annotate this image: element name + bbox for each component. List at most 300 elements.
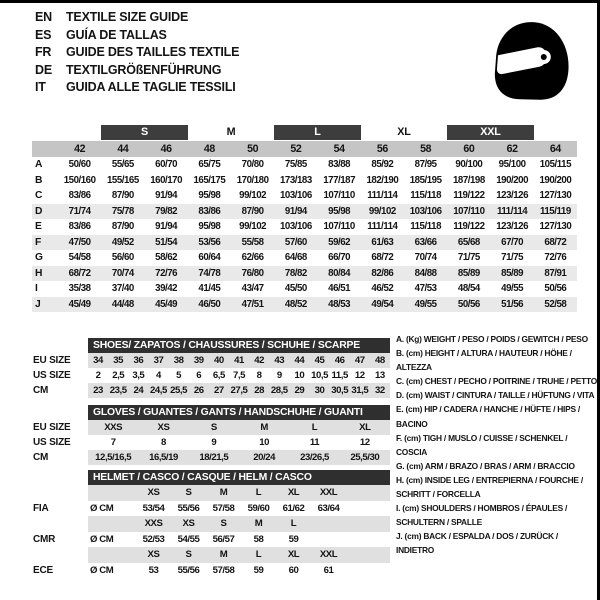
measurement-value: 185/195 <box>409 174 442 186</box>
size-value: 24 <box>133 385 144 396</box>
size-value: 57/58 <box>212 564 235 576</box>
header-spacer <box>32 141 58 157</box>
row-label: ECE <box>33 564 53 576</box>
size-value: L <box>255 487 262 498</box>
measurement-value: 87/90 <box>111 221 134 232</box>
row-values <box>88 383 390 398</box>
row-label: US SIZE <box>33 370 71 381</box>
measurement-value: 45/49 <box>155 298 178 310</box>
measurement-value: 47/51 <box>241 298 264 310</box>
legend-item: J. (cm) BACK / ESPALDA / DOS / ZURÜCK / INDIETRO <box>396 531 558 556</box>
measurement-value: 190/200 <box>539 174 572 186</box>
size-value: 57/58 <box>212 502 235 514</box>
size-column-header: 60 <box>463 143 475 155</box>
language-row <box>35 9 239 27</box>
helmet-table-title: HELMET / CASCO / CASQUE / HELM / CASCO <box>88 470 390 485</box>
measurement-value: 61/63 <box>371 236 394 248</box>
measurement-value: 44/48 <box>111 298 134 310</box>
row-label: EU SIZE <box>33 422 71 433</box>
size-column-header: 48 <box>203 143 215 155</box>
measurement-value: 49/54 <box>371 298 394 310</box>
size-value: 23,5 <box>109 385 127 396</box>
gloves-row <box>33 450 390 465</box>
measurement-value: 60/64 <box>198 252 221 263</box>
legend-item: C. (cm) CHEST / PECHO / POITRINE / TRUHE / PETTO <box>396 376 597 387</box>
language-row <box>35 44 239 62</box>
measurement-row-b <box>32 173 577 189</box>
size-column-header: 42 <box>74 143 86 155</box>
measurement-value: 170/180 <box>236 174 269 186</box>
measurement-value: 50/56 <box>457 298 480 310</box>
measurement-value: 37/40 <box>111 283 134 294</box>
measurement-value: 54/58 <box>68 252 91 263</box>
measurement-value: 50/60 <box>68 159 91 170</box>
measurement-value: 123/126 <box>496 190 529 201</box>
measurement-value: 64/68 <box>284 252 307 263</box>
guide-title: GUÍA DE TALLAS <box>66 27 167 42</box>
measurement-value: 87/95 <box>414 159 437 170</box>
measurement-value: 85/92 <box>371 159 394 170</box>
measurement-row-a <box>32 157 577 173</box>
row-values <box>88 420 390 435</box>
size-value: 59 <box>288 533 299 545</box>
size-value: L <box>255 549 262 560</box>
size-value: XL <box>287 549 300 560</box>
row-label: E <box>35 221 42 232</box>
size-column-header: 52 <box>290 143 302 155</box>
measurement-value: 111/114 <box>496 205 528 217</box>
row-label: EU SIZE <box>33 355 71 366</box>
measurement-value: 103/106 <box>409 205 442 217</box>
legend-item: E. (cm) HIP / CADERA / HANCHE / HÜFTE / HIPS / BACINO <box>396 404 580 429</box>
measurement-value: 57/60 <box>284 236 307 248</box>
size-value: 30,5 <box>331 385 349 396</box>
measurement-value: 115/118 <box>410 221 442 232</box>
measurement-value: 70/80 <box>241 159 264 170</box>
size-value: XS <box>147 487 160 498</box>
gloves-row <box>33 420 390 435</box>
size-column-header: 64 <box>549 143 561 155</box>
row-label: CMR <box>33 533 56 545</box>
measurement-value: 87/90 <box>111 190 134 201</box>
measurement-value: 103/106 <box>279 190 312 201</box>
racing-helmet-icon <box>487 15 575 107</box>
row-label: US SIZE <box>33 437 71 448</box>
row-label: CM <box>33 385 49 396</box>
size-value: 8 <box>161 437 166 448</box>
row-label: J <box>35 298 41 310</box>
measurement-value: 70/74 <box>111 267 134 279</box>
row-label: B <box>35 174 43 186</box>
size-column-header: 50 <box>247 143 259 155</box>
measurement-row-d <box>32 204 577 220</box>
size-value: XXL <box>319 549 338 560</box>
size-value: 12 <box>359 437 370 448</box>
measurement-value: 111/114 <box>367 190 398 201</box>
row-values <box>88 501 390 517</box>
size-value: S <box>210 422 217 433</box>
size-value: 56/57 <box>212 533 235 545</box>
guide-title: GUIDA ALLE TAGLIE TESSILI <box>66 80 236 95</box>
measurement-value: 47/53 <box>414 283 437 294</box>
measurement-value: 51/56 <box>501 298 524 310</box>
size-column-header: 56 <box>376 143 388 155</box>
measurement-value: 50/56 <box>544 283 567 294</box>
row-values <box>88 435 390 450</box>
size-value: 2,5 <box>112 370 125 381</box>
size-value: 59 <box>253 564 264 576</box>
measurement-value: 80/84 <box>328 267 351 279</box>
language-code: EN <box>35 10 52 24</box>
measurement-row-f <box>32 235 577 251</box>
measurement-value: 173/183 <box>279 174 312 186</box>
measurement-value: 105/115 <box>539 159 572 170</box>
helmet-row <box>33 485 390 501</box>
measurement-value: 115/118 <box>410 190 442 201</box>
size-value: 12 <box>354 370 365 381</box>
measurement-value: 99/102 <box>368 205 396 217</box>
measurement-value: 123/126 <box>496 221 529 232</box>
measurement-value: 107/110 <box>323 190 355 201</box>
size-value: 16,5/19 <box>149 452 178 463</box>
language-code: DE <box>35 62 52 77</box>
size-value: 55/56 <box>177 502 200 514</box>
measurement-value: 63/66 <box>414 236 437 248</box>
measurement-value: 74/78 <box>198 267 221 279</box>
shoes-row <box>33 353 390 368</box>
language-row <box>35 27 239 45</box>
measurement-row-j <box>32 297 577 313</box>
size-column-header: 62 <box>506 143 518 155</box>
size-value: 5 <box>176 370 182 381</box>
size-value: 23 <box>93 385 103 396</box>
measurement-value: 65/75 <box>198 159 221 170</box>
measurement-value: 95/98 <box>198 221 221 232</box>
size-value: 37 <box>153 355 164 366</box>
measurement-value: 75/78 <box>111 205 134 217</box>
legend-item: G. (cm) ARM / BRAZO / BRAS / ARM / BRACCIO <box>396 460 575 471</box>
row-label: D <box>35 205 43 217</box>
size-value: 43 <box>274 355 285 366</box>
measurement-value: 79/82 <box>155 205 178 217</box>
size-column-header: 58 <box>420 143 432 155</box>
measurement-value: 65/68 <box>457 236 480 248</box>
size-value: XS <box>182 518 195 529</box>
size-value: XS <box>147 549 160 560</box>
measurement-value: 182/190 <box>366 174 399 186</box>
size-value: 7,5 <box>232 370 245 381</box>
title-block <box>35 9 239 97</box>
language-row <box>35 62 239 80</box>
row-label <box>33 547 88 563</box>
measurement-value: 99/102 <box>239 190 267 201</box>
row-label <box>33 485 88 501</box>
size-value: 30 <box>314 385 325 396</box>
legend-item: A. (Kg) WEIGHT / PESO / POIDS / GEWITCH / PESO <box>396 334 588 344</box>
size-value: 11,5 <box>331 370 348 381</box>
size-band-m: M <box>226 126 236 138</box>
measurement-value: 51/54 <box>155 236 178 248</box>
size-value: 36 <box>133 355 144 366</box>
size-value: 42 <box>254 355 265 366</box>
measurement-row-g <box>32 250 577 266</box>
size-value: 35 <box>113 355 124 366</box>
size-value: 8 <box>256 370 262 381</box>
measurement-value: 49/55 <box>501 283 524 294</box>
size-value: 60 <box>288 564 299 576</box>
size-value: L <box>311 422 318 433</box>
size-value: 24,5 <box>150 385 167 396</box>
size-value <box>311 532 346 548</box>
size-value: 9 <box>211 437 217 448</box>
size-value: 48 <box>375 355 385 366</box>
size-value: 63/64 <box>317 502 340 514</box>
row-label: G <box>35 252 44 263</box>
row-values <box>88 368 390 383</box>
size-value: 3,5 <box>132 370 145 381</box>
measurement-value: 48/53 <box>328 298 351 310</box>
shoes-table <box>33 338 390 398</box>
size-value: XXL <box>319 487 338 498</box>
helmet-row-ece <box>33 563 390 579</box>
legend-item: D. (cm) WAIST / CINTURA / TAILLE / HÜFTUNG / VITA <box>396 390 595 401</box>
measurement-value: 47/50 <box>68 236 91 248</box>
guide-title: GUIDE DES TAILLES TEXTILE <box>66 45 240 60</box>
measurement-value: 91/94 <box>155 221 178 232</box>
size-column-header: 44 <box>117 143 129 155</box>
measurement-value: 53/56 <box>198 236 221 248</box>
measurement-value: 76/80 <box>241 267 264 279</box>
gloves-table-title: GLOVES / GUANTES / GANTS / HANDSCHUHE / GUANTI <box>88 405 390 420</box>
diameter-cm-label <box>88 547 136 563</box>
measurement-value: 84/88 <box>414 267 437 279</box>
row-label: C <box>35 190 43 201</box>
size-value: 2 <box>95 370 101 381</box>
measurement-row-h <box>32 266 577 282</box>
size-value: 27,5 <box>230 385 248 396</box>
measurement-value: 95/98 <box>328 205 351 217</box>
size-column-header: 54 <box>333 143 345 155</box>
measurement-value: 71/75 <box>457 252 480 263</box>
size-value: 59/60 <box>247 502 270 514</box>
measurement-value: 49/55 <box>414 298 437 310</box>
measurement-value: 150/160 <box>63 174 96 186</box>
measurement-value: 41/45 <box>198 283 221 294</box>
measurement-rows <box>32 157 577 312</box>
row-values <box>88 532 390 548</box>
legend-item: B. (cm) HEIGHT / ALTURA / HAUTEUR / HÖHE / ALTEZZA <box>396 348 572 373</box>
size-value: 44 <box>294 355 305 366</box>
size-value <box>311 516 346 532</box>
measurement-value: 160/170 <box>150 174 183 186</box>
size-value: 32 <box>375 385 385 396</box>
measurement-value: 71/74 <box>68 205 91 217</box>
size-value: 54/55 <box>177 533 200 545</box>
measurement-value: 46/52 <box>371 283 394 294</box>
measurement-value: 39/42 <box>155 283 178 294</box>
measurement-row-e <box>32 219 577 235</box>
measurement-value: 127/130 <box>539 190 572 201</box>
language-row <box>35 79 239 97</box>
size-value: 6,5 <box>212 370 225 381</box>
size-value: 18/21,5 <box>199 452 229 463</box>
measurement-value: 91/94 <box>284 205 307 217</box>
language-code: ES <box>35 27 52 42</box>
size-value: XXS <box>104 422 123 433</box>
measurement-value: 99/102 <box>239 221 267 232</box>
helmet-row <box>33 547 390 563</box>
shoes-table-title: SHOES/ ZAPATOS / CHAUSSURES / SCHUHE / SCARPE <box>88 338 390 353</box>
row-label: A <box>35 159 43 170</box>
measurement-value: 103/106 <box>279 221 312 232</box>
measurement-value: 165/175 <box>193 174 226 186</box>
measurement-value: 85/89 <box>501 267 524 279</box>
size-value: 34 <box>93 355 103 366</box>
legend-item: I. (cm) SHOULDERS / HOMBROS / ÉPAULES / SCHULTERN / SPALLE <box>396 503 568 528</box>
measurement-value: 82/86 <box>371 267 394 279</box>
size-value: 40 <box>213 355 224 366</box>
measurement-value: 46/50 <box>198 298 221 310</box>
measurement-value: 68/72 <box>371 252 394 263</box>
row-values <box>88 516 390 532</box>
legend-item: F. (cm) TIGH / MUSLO / CUISSE / SCHENKEL / COSCIA <box>396 432 568 457</box>
measurement-value: 60/70 <box>155 159 178 170</box>
size-value: 25,5 <box>170 385 188 396</box>
measurement-value: 85/89 <box>457 267 480 279</box>
measurement-value: 56/60 <box>111 252 134 263</box>
size-value: 7 <box>110 437 116 448</box>
diameter-cm-label: Ø CM <box>90 533 114 545</box>
row-values <box>88 450 390 465</box>
size-band-s: S <box>101 125 188 140</box>
legend-item: H. (cm) INSIDE LEG / ENTREPIERNA / FOURCHE / SCHRITT / FORCELLA <box>396 474 583 500</box>
size-value: 6 <box>196 370 202 381</box>
size-value: 23/26,5 <box>300 452 329 463</box>
measurement-value: 177/187 <box>323 174 356 186</box>
size-value: 13 <box>375 370 385 381</box>
size-band-row <box>32 125 577 140</box>
size-band-xxl: XXL <box>447 125 534 140</box>
size-value: 61 <box>323 564 334 576</box>
measurement-value: 59/62 <box>328 236 351 248</box>
row-label: H <box>35 267 43 279</box>
row-label: F <box>35 236 42 248</box>
size-value: 12,5/16,5 <box>95 452 132 463</box>
measurement-value: 55/58 <box>241 236 264 248</box>
size-value: 10,5 <box>311 370 328 381</box>
size-value: M <box>219 549 228 560</box>
size-value: 47 <box>354 355 365 366</box>
size-value: 55/56 <box>177 564 200 576</box>
measurement-value: 83/86 <box>68 190 91 201</box>
measurement-value: 71/75 <box>501 252 524 263</box>
measurement-value: 35/38 <box>68 283 91 294</box>
size-value: XL <box>359 422 371 433</box>
size-value: 27 <box>213 385 224 396</box>
measurement-value: 107/110 <box>453 205 485 217</box>
size-value: 39 <box>193 355 204 366</box>
measurement-value: 107/110 <box>323 221 355 232</box>
size-value: 28,5 <box>270 385 288 396</box>
size-band-xl: XL <box>397 126 411 138</box>
size-value: 28 <box>254 385 265 396</box>
measurement-value: 48/52 <box>284 298 307 310</box>
measurement-value: 91/94 <box>155 190 178 201</box>
helmet-row-cmr <box>33 532 390 548</box>
row-values <box>88 547 390 563</box>
size-value: 41 <box>234 355 244 366</box>
size-value: L <box>290 518 297 529</box>
size-value: 61/62 <box>282 502 305 514</box>
measurement-value: 83/86 <box>68 221 91 232</box>
diameter-cm-label <box>88 516 136 532</box>
measurement-value: 70/74 <box>414 252 437 263</box>
measurement-value: 62/66 <box>241 252 264 263</box>
size-value: XS <box>157 422 170 433</box>
measurement-value: 45/50 <box>284 283 307 294</box>
row-values <box>88 485 390 501</box>
measurement-row-i <box>32 281 577 297</box>
size-value: 52/53 <box>142 533 165 545</box>
measurement-value: 72/76 <box>544 252 567 263</box>
row-label <box>33 516 88 532</box>
size-value: M <box>260 422 268 433</box>
diameter-cm-label <box>88 485 136 501</box>
shoes-row <box>33 383 390 398</box>
size-value: 46 <box>334 355 345 366</box>
guide-title: TEXTILE SIZE GUIDE <box>66 10 189 24</box>
size-value: 31,5 <box>351 385 369 396</box>
helmet-row <box>33 516 390 532</box>
row-label: CM <box>33 452 49 463</box>
size-value: 9 <box>276 370 282 381</box>
top-border <box>0 0 600 3</box>
measurement-value: 58/62 <box>155 252 178 263</box>
diameter-cm-label: Ø CM <box>90 502 114 514</box>
row-label: I <box>35 283 38 294</box>
size-column-header: 46 <box>160 143 172 155</box>
size-value: XXS <box>144 518 163 529</box>
measurement-value: 67/70 <box>501 236 524 248</box>
main-size-table <box>32 125 577 312</box>
size-value: M <box>254 518 263 529</box>
shoes-rows <box>33 353 390 398</box>
size-value: 29 <box>294 385 305 396</box>
size-value: S <box>220 518 227 529</box>
measurement-value: 46/51 <box>328 283 351 294</box>
measurement-value: 43/47 <box>241 283 264 294</box>
measurement-value: 87/91 <box>544 267 567 279</box>
measurement-value: 127/130 <box>539 221 572 232</box>
gloves-table <box>33 405 390 465</box>
measurement-value: 95/100 <box>498 159 526 170</box>
size-value: M <box>219 487 228 498</box>
measurement-value: 87/90 <box>241 205 264 217</box>
measurement-value: 119/122 <box>453 221 485 232</box>
guide-title: TEXTILGRÖßENFÜHRUNG <box>66 62 222 77</box>
measurement-value: 115/119 <box>539 205 571 217</box>
size-value: 26 <box>193 385 204 396</box>
size-value: 20/24 <box>253 452 276 463</box>
size-value: 25,5/30 <box>350 452 380 463</box>
gloves-rows <box>33 420 390 465</box>
measurement-value: 66/70 <box>328 252 351 263</box>
language-code: IT <box>35 80 46 95</box>
measurement-value: 55/65 <box>111 159 134 170</box>
measurement-value: 155/165 <box>106 174 139 186</box>
measurement-value: 45/49 <box>68 298 91 310</box>
shoes-row <box>33 368 390 383</box>
